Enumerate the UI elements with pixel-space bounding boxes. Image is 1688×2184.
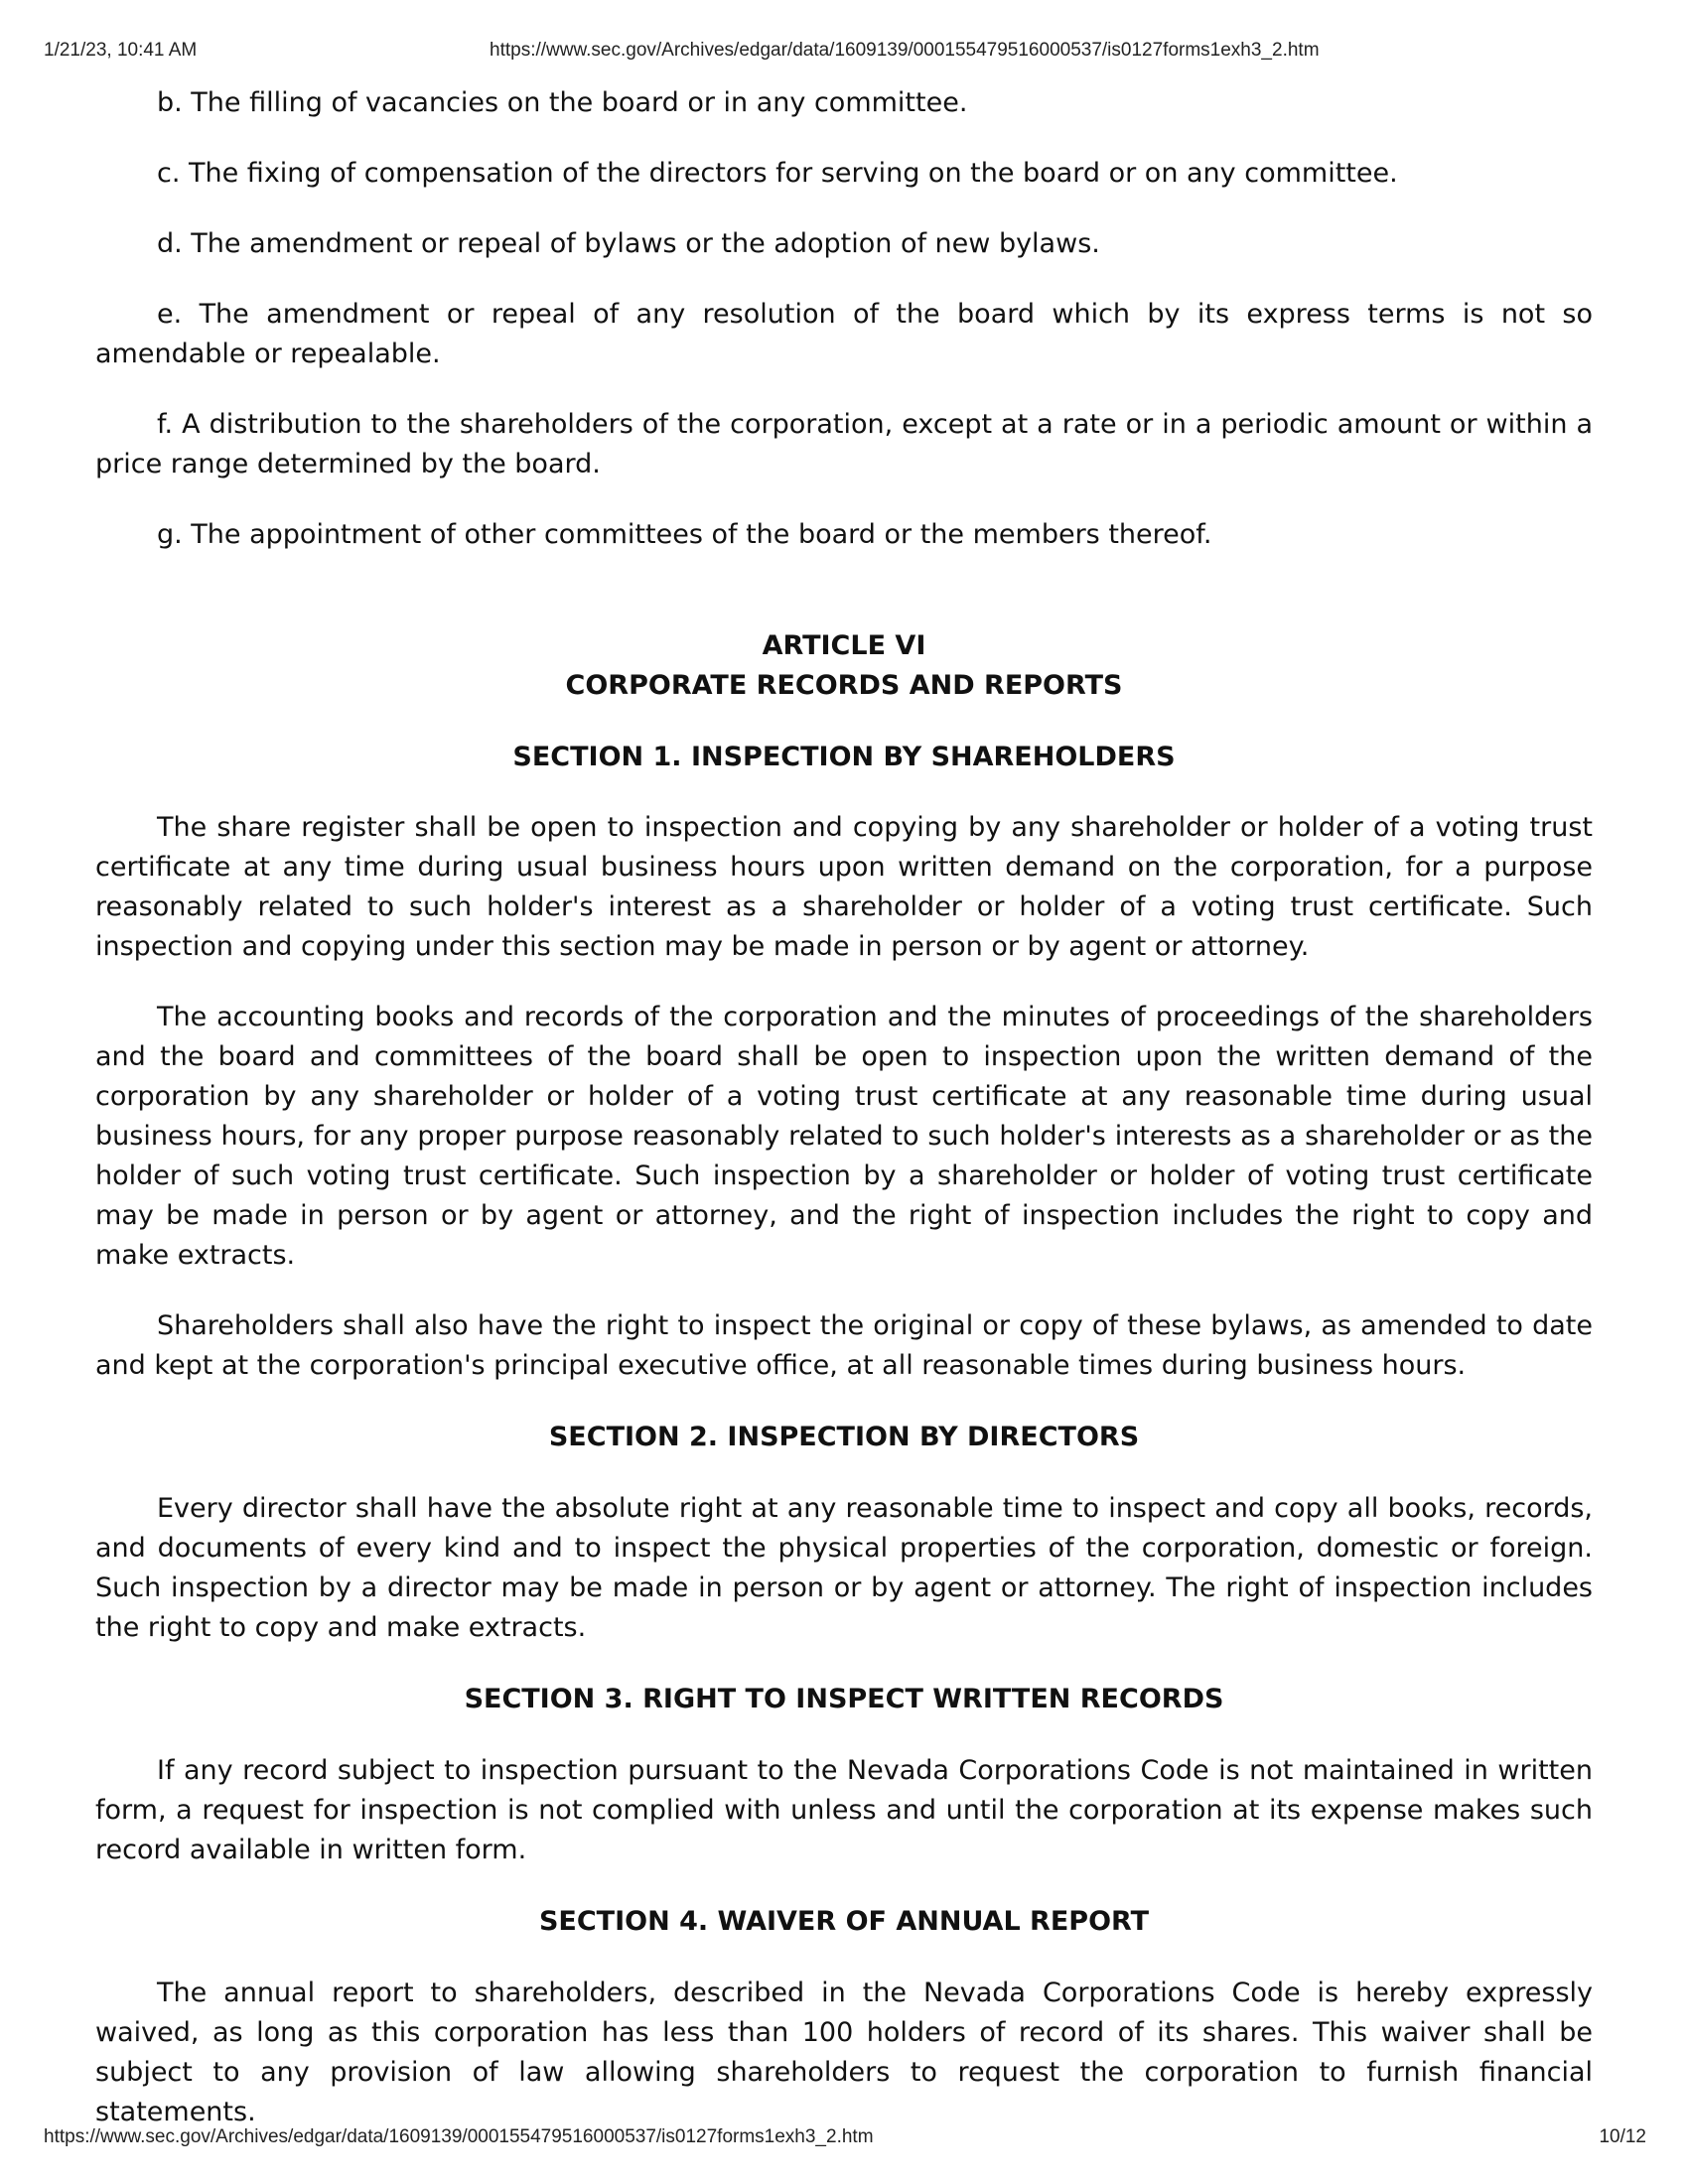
browser-print-header <box>0 40 1688 69</box>
list-item-b: b. The filling of vacancies on the board or in any committee. <box>157 87 968 118</box>
list-item-f: f. A distribution to the shareholders of the corporation, except at a rate or in a periodic amount or within a price range determined by the board. <box>95 409 1593 479</box>
print-header-url: https://www.sec.gov/Archives/edgar/data/1609139/000155479516000537/is0127forms1exh3_2.htm <box>490 40 1320 61</box>
article-title: CORPORATE RECORDS AND REPORTS <box>565 670 1123 701</box>
list-item-c: c. The fixing of compensation of the directors for serving on the board or on any committee. <box>157 158 1398 189</box>
section-4-heading: SECTION 4. WAIVER OF ANNUAL REPORT <box>538 1906 1150 1937</box>
section-3-paragraph-1: If any record subject to inspection pursuant to the Nevada Corporations Code is not maintained in written form, a request for inspection is not complied with unless and until the corporation at its expense makes such record available in written form. <box>95 1755 1593 1865</box>
section-2-heading: SECTION 2. INSPECTION BY DIRECTORS <box>548 1422 1140 1452</box>
print-footer-url: https://www.sec.gov/Archives/edgar/data/1609139/000155479516000537/is0127forms1exh3_2.htm <box>44 2126 874 2147</box>
section-4-paragraph-1: The annual report to shareholders, described in the Nevada Corporations Code is hereby expressly waived, as long as this corporation has less than 100 holders of record of its shares. This waiver shall be subject to any provision of law allowing shareholders to request the corporation to furnish financial statements. <box>95 1978 1593 2127</box>
section-1-heading: SECTION 1. INSPECTION BY SHAREHOLDERS <box>512 742 1176 772</box>
section-3-heading: SECTION 3. RIGHT TO INSPECT WRITTEN RECORDS <box>464 1684 1224 1714</box>
browser-print-footer <box>0 2126 1688 2156</box>
page-number: 10/12 <box>1599 2126 1646 2147</box>
list-item-e: e. The amendment or repeal of any resolution of the board which by its express terms is not so amendable or repealable. <box>95 299 1593 369</box>
list-item-d: d. The amendment or repeal of bylaws or the adoption of new bylaws. <box>157 228 1100 259</box>
section-1-paragraph-2: The accounting books and records of the corporation and the minutes of proceedings of the shareholders and the board and committees of the board shall be open to inspection upon the written demand of the corporation by any shareholder or holder of a voting trust certificate at any reasonable time during usual business hours, for any proper purpose reasonably related to such holder's interests as a shareholder or as the holder of such voting trust certificate. Such inspection by a shareholder or holder of voting trust certificate may be made in person or by agent or attorney, and the right of inspection includes the right to copy and make extracts. <box>95 1002 1593 1271</box>
section-1-paragraph-1: The share register shall be open to inspection and copying by any shareholder or holder of a voting trust certificate at any time during usual business hours upon written demand on the corporation, for a purpose reasonably related to such holder's interest as a shareholder or holder of a voting trust certificate. Such inspection and copying under this section may be made in person or by agent or attorney. <box>95 812 1593 962</box>
article-number: ARTICLE VI <box>762 630 926 661</box>
list-item-g: g. The appointment of other committees of the board or the members thereof. <box>157 519 1212 550</box>
document-body <box>95 83 1593 2132</box>
section-2-paragraph-1: Every director shall have the absolute right at any reasonable time to inspect and copy all books, records, and documents of every kind and to inspect the physical properties of the corporation, domestic or foreign. Such inspection by a director may be made in person or by agent or attorney. The right of inspection includes the right to copy and make extracts. <box>95 1493 1593 1643</box>
section-1-paragraph-3: Shareholders shall also have the right to inspect the original or copy of these bylaws, as amended to date and kept at the corporation's principal executive office, at all reasonable times during business hours. <box>95 1310 1593 1381</box>
print-datetime: 1/21/23, 10:41 AM <box>44 40 198 61</box>
